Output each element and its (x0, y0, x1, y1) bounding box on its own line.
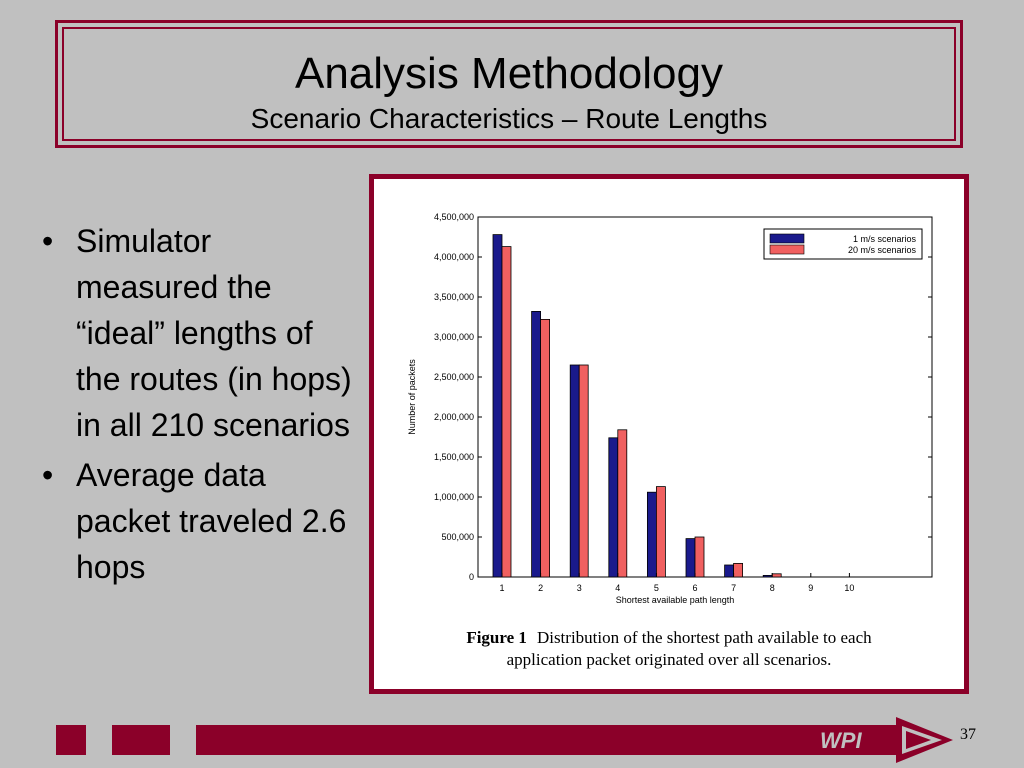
figure-caption (374, 627, 964, 671)
x-tick-label: 5 (653, 583, 659, 593)
y-tick-label: 0 (468, 572, 474, 582)
bar-series-1 (763, 575, 772, 577)
y-tick-label: 4,500,000 (433, 212, 474, 222)
slide-subtitle: Scenario Characteristics – Route Lengths (250, 103, 768, 134)
title-box (55, 20, 963, 148)
x-tick-label: 2 (538, 583, 544, 593)
x-tick-label: 7 (731, 583, 737, 593)
bar-series-2 (772, 574, 781, 577)
y-tick-label: 2,000,000 (433, 412, 474, 422)
bullet-item (30, 218, 360, 448)
bar-series-2 (579, 365, 588, 577)
x-tick-label: 10 (844, 583, 855, 593)
x-tick-label: 8 (769, 583, 775, 593)
y-tick-label: 1,500,000 (433, 452, 474, 462)
bar-series-2 (656, 487, 665, 577)
figure-panel (374, 179, 964, 689)
caption-text-2: application packet originated over all scenarios. (506, 650, 832, 669)
bullet-text: Average data packet traveled 2.6 hops (76, 457, 347, 585)
bar-series-1 (686, 539, 695, 577)
slide-title: Analysis Methodology (294, 49, 723, 98)
x-tick-label: 1 (499, 583, 505, 593)
y-axis-label: Number of packets (407, 359, 417, 435)
x-tick-label: 4 (615, 583, 621, 593)
caption-label: Figure 1 (466, 628, 527, 647)
legend-swatch-1 (770, 234, 804, 243)
bar-series-1 (609, 438, 618, 577)
bar-series-1 (532, 311, 541, 577)
legend-label-1: 1 m/s scenarios (852, 234, 916, 244)
y-tick-label: 3,000,000 (433, 332, 474, 342)
y-tick-label: 3,500,000 (433, 292, 474, 302)
x-tick-label: 9 (808, 583, 814, 593)
legend-swatch-2 (770, 245, 804, 254)
bar-series-2 (695, 537, 704, 577)
y-tick-label: 2,500,000 (433, 372, 474, 382)
legend-label-2: 20 m/s scenarios (847, 245, 916, 255)
bar-series-2 (734, 563, 743, 577)
bar-chart (374, 179, 964, 619)
bullet-dot-icon: • (42, 457, 54, 493)
bar-series-2 (541, 319, 550, 577)
bar-series-1 (647, 492, 656, 577)
y-tick-label: 1,000,000 (433, 492, 474, 502)
footer-square-wide (112, 725, 170, 755)
title-inner-border (62, 27, 956, 141)
x-tick-label: 6 (692, 583, 698, 593)
bar-series-1 (493, 235, 502, 577)
wpi-logo: WPI (820, 728, 862, 753)
bullet-list (30, 218, 360, 594)
x-tick-label: 3 (576, 583, 582, 593)
figure-frame (369, 174, 969, 694)
page-number: 37 (960, 726, 976, 743)
bar-series-2 (502, 247, 511, 577)
bullet-item (30, 452, 360, 590)
bullet-text: Simulator measured the “ideal” lengths of the routes (in hops) in all 210 scenarios (76, 223, 352, 443)
bar-series-1 (570, 365, 579, 577)
y-tick-label: 4,000,000 (433, 252, 474, 262)
x-axis-label: Shortest available path length (615, 595, 735, 605)
bar-series-2 (618, 430, 627, 577)
footer-square-small (56, 725, 86, 755)
caption-text-1: Distribution of the shortest path available to each (536, 628, 872, 647)
bar-series-1 (725, 565, 734, 577)
y-tick-label: 500,000 (441, 532, 474, 542)
bullet-dot-icon: • (42, 223, 54, 259)
caption-line-1 (374, 627, 964, 649)
